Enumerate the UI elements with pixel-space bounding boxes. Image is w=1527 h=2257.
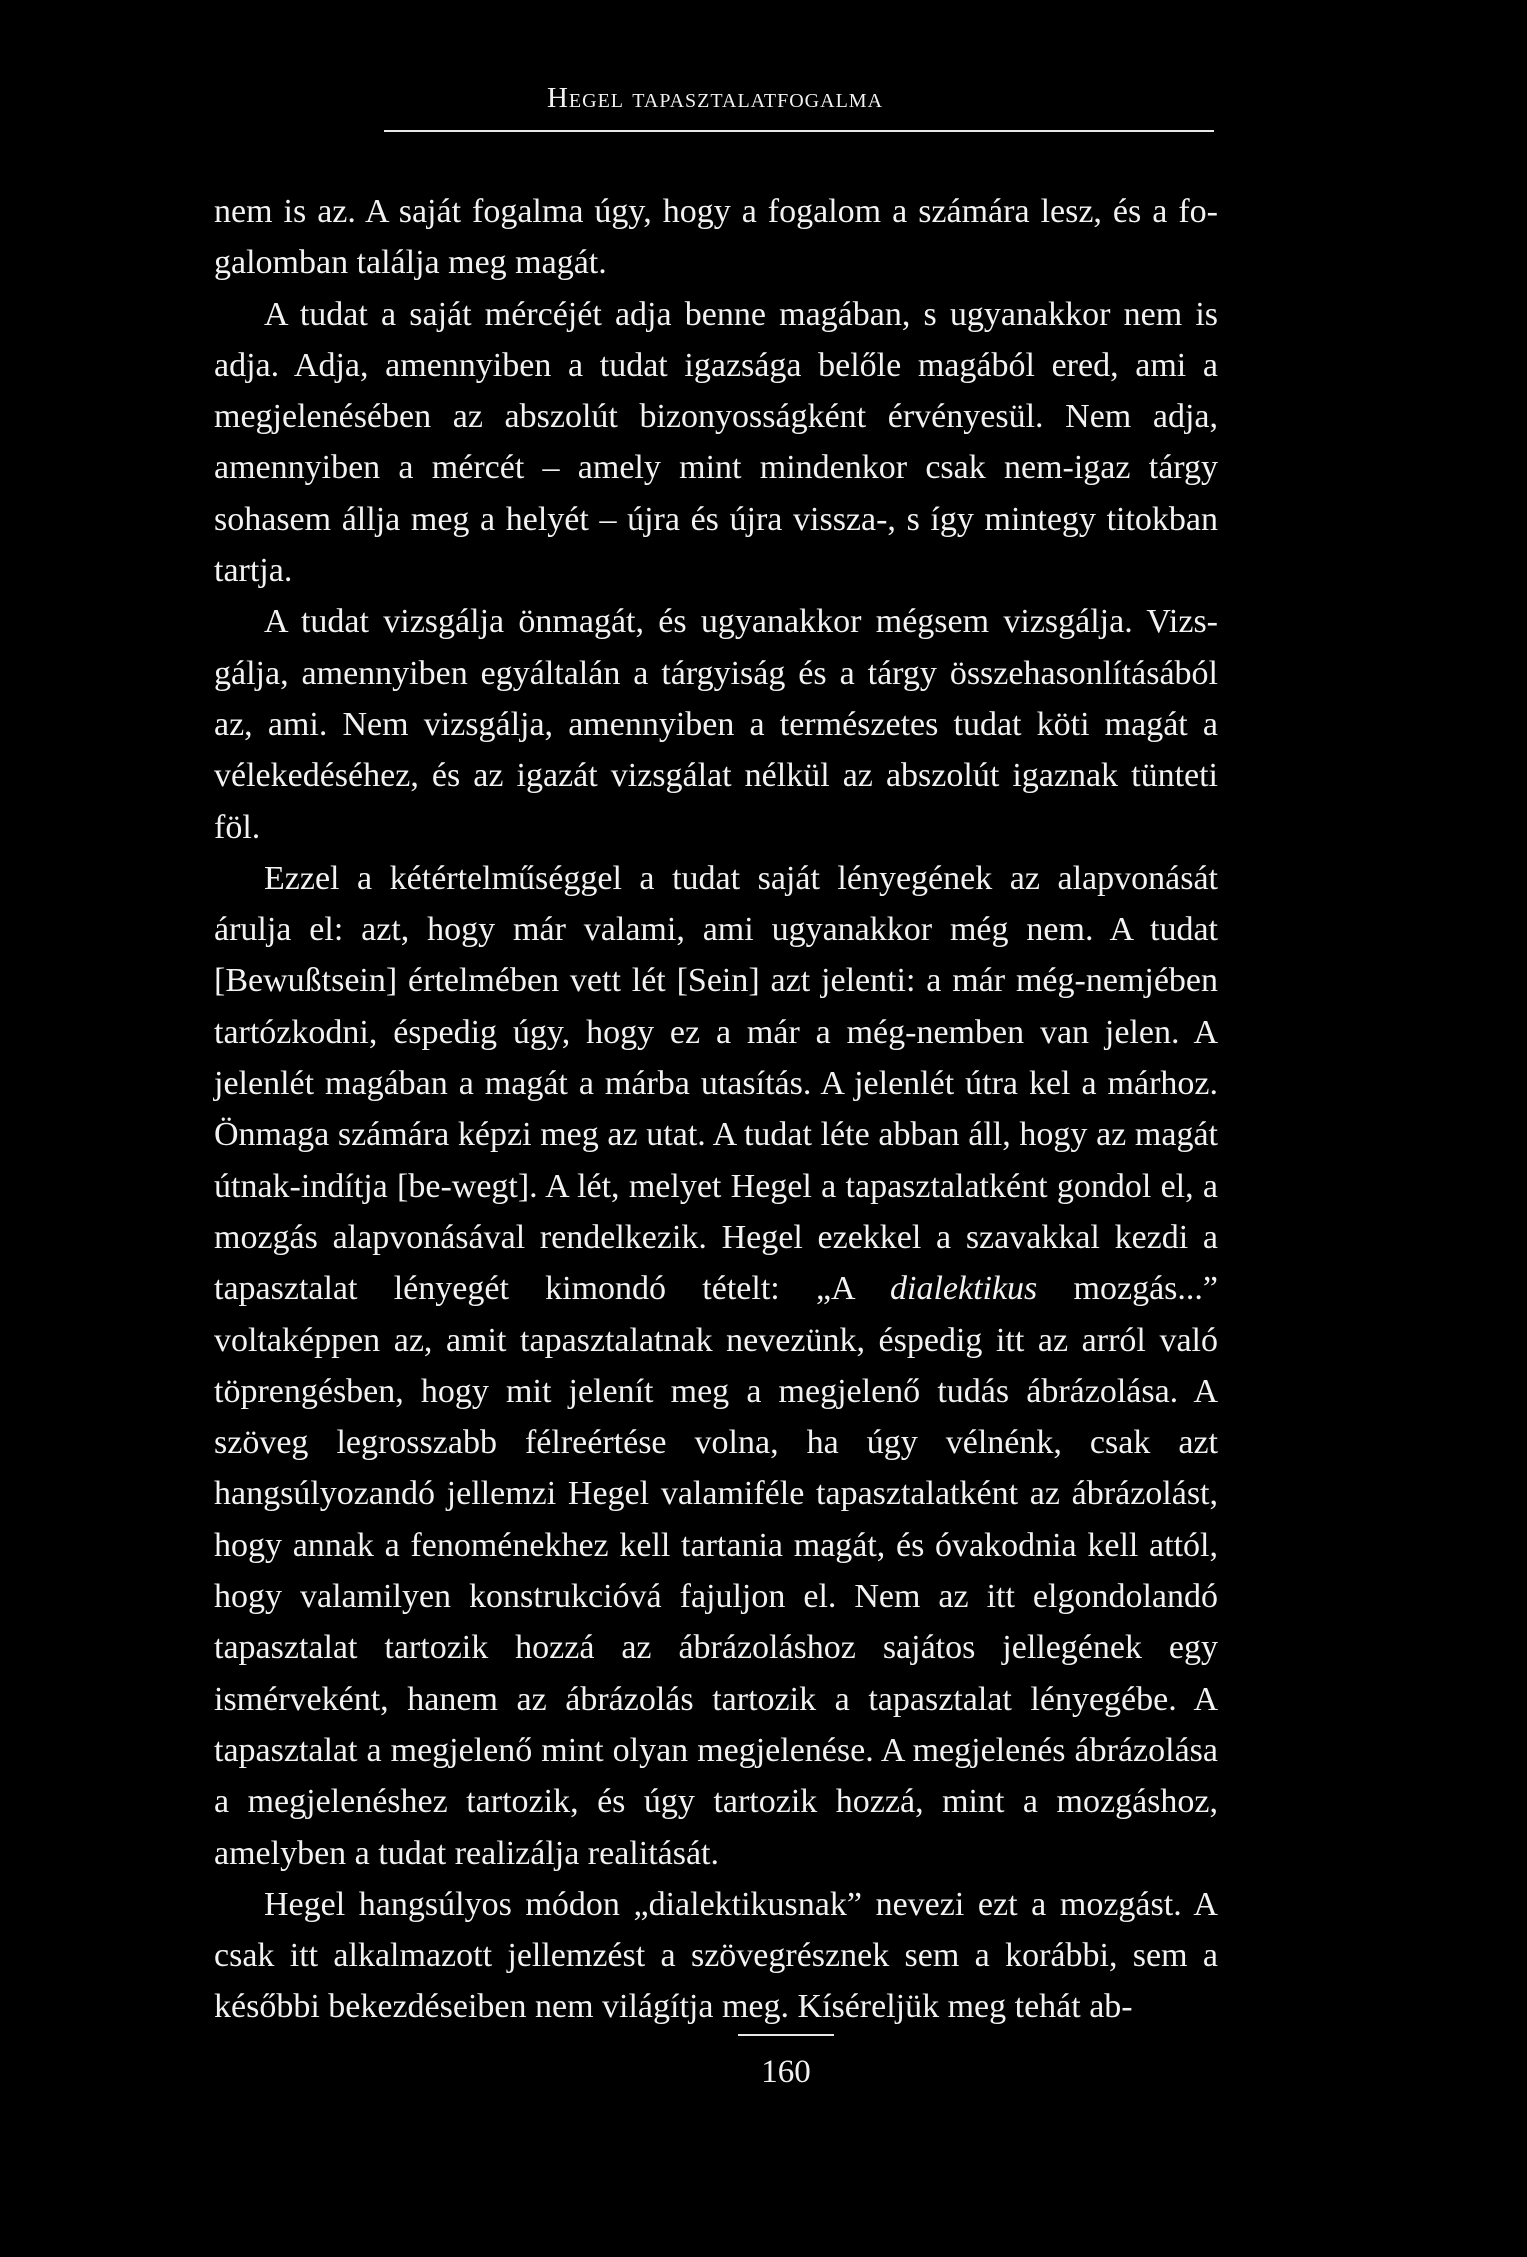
paragraph-1-text: nem is az. A saját fogalma úgy, hogy a fogalom a számára lesz, és a fogalomban találja meg magát. [214,193,1218,282]
paragraph-5 [214,1879,1218,2033]
paragraph-4-italic-term: dialektikus [890,1270,1038,1308]
paragraph-4-text-b: mozgás...” voltaképpen az, amit tapasztalatnak nevezünk, éspedig itt az arról való töprengésben, hogy mit jelenít meg a megjelenő tudás ábrázolása. A szöveg legrosszabb félreértése volna, ha úgy vélnénk, csak azt hangsúlyozandó jellemzi Hegel valamiféle tapasztalatként az ábrázolást, hogy annak a fenoménekhez kell tartania magát, és óvakodnia kell attól, hogy valamilyen konstrukcióvá fajuljon el. Nem az itt elgondolandó tapasztalat tartozik hozzá az ábrázoláshoz sajátos jellegének egy ismérveként, hanem az ábrázolás tartozik a tapasztalat lényegébe. A tapasztalat a megjelenő mint olyan megjelenése. A megjelenés ábrázolása a megjelenéshez tartozik, és úgy tartozik hozzá, mint a mozgáshoz, amelyben a tudat realizálja realitását. [214,1270,1219,1872]
paragraph-2 [214,289,1218,597]
paragraph-4 [214,853,1218,1879]
paragraph-1 [214,186,1218,289]
header-rule [384,130,1214,132]
body-text [214,186,1218,2033]
paragraph-2-text: A tudat a saját mércéjét adja benne magában, s ugyanakkor nem is adja. Adja, amennyiben a tudat igazsága belőle magából ered, ami a megjelenésében az abszolút bizonyosságként érvényesül. Nem adja, amennyiben a mércét – amely mint mindenkor csak nem-igaz tárgy sohasem állja meg a helyét – újra és újra vissza-, s így mintegy titokban tartja. [214,295,1218,590]
paragraph-3-text: A tudat vizsgálja önmagát, és ugyanakkor mégsem vizsgálja. Vizsgálja, amennyiben egyáltalán a tárgyiság és a tárgy összehasonlításából az, ami. Nem vizsgálja, amennyiben a természetes tudat köti magát a vélekedéséhez, és az igazát vizsgálat nélkül az abszolút igaznak tünteti föl. [214,603,1218,846]
footer-rule [738,2034,834,2036]
page-number: 160 [761,2054,811,2090]
paragraph-4-text-a: Ezzel a kétértelműséggel a tudat saját lényegének az alapvonását árulja el: azt, hogy már valami, ami ugyanakkor még nem. A tudat [Bewußtsein] értelmében vett lét [Sein] azt jelenti: a már még-nemjében tartózkodni, éspedig úgy, hogy ez a már a még-nemben van jelen. A jelenlét magában a magát a márba utasítás. A jelenlét útra kel a márhoz. Önmaga számára képzi meg az utat. A tudat léte abban áll, hogy az magát útnak-indítja [be-wegt]. A lét, melyet Hegel a tapasztalatként gondol el, a mozgás alapvonásával rendelkezik. Hegel ezekkel a szavakkal kezdi a tapasztalat lényegét kimondó tételt: „A [214,859,1218,1308]
paragraph-5-text: Hegel hangsúlyos módon „dialektikusnak” nevezi ezt a mozgást. A csak itt alkalmazott jellemzést a szövegrésznek sem a korábbi, sem a későbbi bekezdéseiben nem világítja meg. Kíséreljük meg tehát ab- [214,1885,1218,2026]
paragraph-3 [214,596,1218,852]
running-title: Hegel tapasztalatfogalma [546,82,884,114]
running-head [214,78,1216,118]
